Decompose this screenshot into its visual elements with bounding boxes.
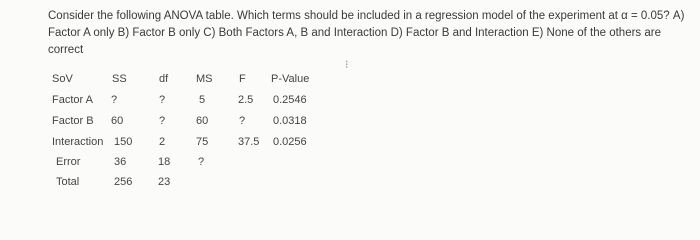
row-error-df: 18 [158, 156, 171, 168]
row-factor-a-f: 2.5 [238, 94, 254, 106]
row-error-ms: ? [198, 156, 205, 168]
row-factor-b-p: 0.0318 [273, 115, 307, 127]
row-factor-a-p: 0.2546 [273, 94, 307, 106]
header-df: df [159, 73, 169, 85]
row-total-sov: Total [56, 176, 80, 188]
row-factor-b-f: ? [239, 115, 246, 127]
row-factor-a-df: ? [159, 94, 166, 106]
row-factor-b-ms: 60 [196, 115, 209, 127]
row-interaction-ss: 150 [114, 136, 133, 148]
row-total-df: 23 [158, 176, 171, 188]
row-interaction-sov: Interaction [52, 136, 104, 148]
row-interaction-f: 37.5 [238, 136, 260, 148]
question-text: Consider the following ANOVA table. Which terms should be included in a regression model of the experiment at α = 0.05? A) Factor A only B) Factor B only C) Both Factors A, B and Interaction D) Factor B and Interaction E) None of the others are correct [48, 10, 685, 56]
header-ms: MS [196, 73, 213, 85]
row-interaction-df: 2 [159, 136, 166, 148]
header-p-value: P-Value [271, 73, 310, 85]
row-factor-b-sov: Factor B [52, 115, 94, 127]
row-interaction-ms: 75 [196, 136, 209, 148]
row-interaction-p: 0.0256 [273, 136, 307, 148]
header-ss: SS [112, 73, 127, 85]
row-error-sov: Error [56, 156, 81, 168]
text-cursor-icon: ⁝ [345, 59, 349, 71]
row-factor-a-sov: Factor A [52, 94, 93, 106]
row-error-ss: 36 [114, 156, 127, 168]
row-factor-a-ss: ? [111, 94, 118, 106]
row-factor-a-ms: 5 [199, 94, 206, 106]
row-total-ss: 256 [114, 176, 133, 188]
row-factor-b-df: ? [159, 115, 166, 127]
header-f: F [239, 73, 246, 85]
header-sov: SoV [52, 73, 73, 85]
row-factor-b-ss: 60 [111, 115, 124, 127]
